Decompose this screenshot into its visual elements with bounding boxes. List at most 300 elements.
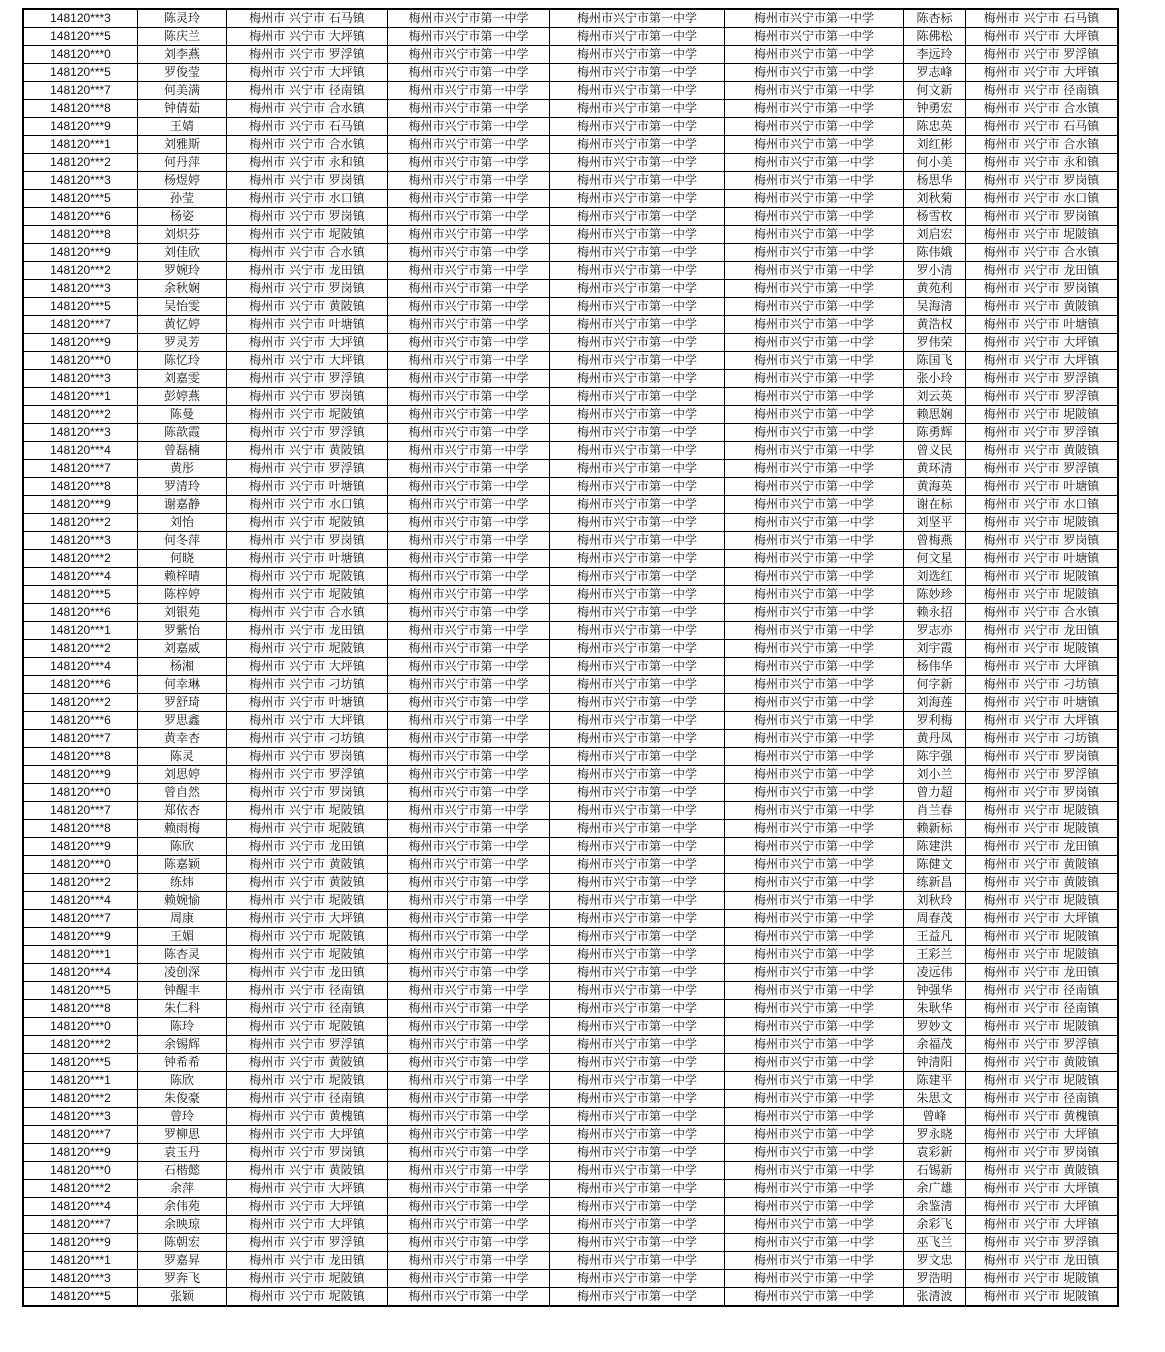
guardian-hometown-cell: 梅州市 兴宁市 大坪镇 [966,334,1119,352]
table-row [23,550,1118,568]
applied-school-cell: 梅州市兴宁市第一中学 [550,910,725,928]
guardian-name-cell: 朱耿华 [904,1000,966,1018]
table-row [23,802,1118,820]
junior-school-cell: 梅州市兴宁市第一中学 [388,946,550,964]
exam-id-cell: 148120***7 [23,316,138,334]
guardian-name-cell: 刘选红 [904,568,966,586]
hometown-cell: 梅州市 兴宁市 罗浮镇 [227,766,388,784]
guardian-hometown-cell: 梅州市 兴宁市 叶塘镇 [966,478,1119,496]
hometown-cell: 梅州市 兴宁市 罗岗镇 [227,172,388,190]
table-row [23,478,1118,496]
exam-id-cell: 148120***2 [23,1036,138,1054]
applied-school-cell: 梅州市兴宁市第一中学 [550,496,725,514]
table-row [23,244,1118,262]
applied-school-cell: 梅州市兴宁市第一中学 [550,1216,725,1234]
student-name-cell: 袁玉丹 [138,1144,227,1162]
table-row [23,370,1118,388]
applied-school-cell: 梅州市兴宁市第一中学 [550,388,725,406]
exam-id-cell: 148120***7 [23,1126,138,1144]
guardian-hometown-cell: 梅州市 兴宁市 黄陂镇 [966,298,1119,316]
junior-school-cell: 梅州市兴宁市第一中学 [388,532,550,550]
exam-id-cell: 148120***8 [23,1000,138,1018]
exam-id-cell: 148120***2 [23,262,138,280]
student-name-cell: 吴怡雯 [138,298,227,316]
exam-id-cell: 148120***3 [23,1108,138,1126]
junior-school-cell: 梅州市兴宁市第一中学 [388,352,550,370]
table-row [23,280,1118,298]
student-name-cell: 王婧 [138,118,227,136]
hometown-cell: 梅州市 兴宁市 叶塘镇 [227,316,388,334]
guardian-school-cell: 梅州市兴宁市第一中学 [725,154,904,172]
table-row [23,1108,1118,1126]
applied-school-cell: 梅州市兴宁市第一中学 [550,154,725,172]
table-row [23,730,1118,748]
guardian-school-cell: 梅州市兴宁市第一中学 [725,694,904,712]
junior-school-cell: 梅州市兴宁市第一中学 [388,820,550,838]
hometown-cell: 梅州市 兴宁市 坭陂镇 [227,928,388,946]
junior-school-cell: 梅州市兴宁市第一中学 [388,640,550,658]
exam-id-cell: 148120***3 [23,172,138,190]
student-name-cell: 王媚 [138,928,227,946]
exam-id-cell: 148120***9 [23,244,138,262]
applied-school-cell: 梅州市兴宁市第一中学 [550,694,725,712]
exam-id-cell: 148120***1 [23,622,138,640]
junior-school-cell: 梅州市兴宁市第一中学 [388,1234,550,1252]
exam-id-cell: 148120***5 [23,982,138,1000]
guardian-name-cell: 凌远伟 [904,964,966,982]
guardian-school-cell: 梅州市兴宁市第一中学 [725,604,904,622]
guardian-name-cell: 曾峰 [904,1108,966,1126]
applied-school-cell: 梅州市兴宁市第一中学 [550,1072,725,1090]
applied-school-cell: 梅州市兴宁市第一中学 [550,1108,725,1126]
junior-school-cell: 梅州市兴宁市第一中学 [388,262,550,280]
student-name-cell: 赖梓晴 [138,568,227,586]
exam-id-cell: 148120***7 [23,730,138,748]
exam-id-cell: 148120***9 [23,766,138,784]
guardian-name-cell: 刘宇霞 [904,640,966,658]
hometown-cell: 梅州市 兴宁市 大坪镇 [227,64,388,82]
guardian-hometown-cell: 梅州市 兴宁市 径南镇 [966,1090,1119,1108]
student-name-cell: 凌创深 [138,964,227,982]
guardian-hometown-cell: 梅州市 兴宁市 合水镇 [966,604,1119,622]
junior-school-cell: 梅州市兴宁市第一中学 [388,622,550,640]
table-row [23,352,1118,370]
applied-school-cell: 梅州市兴宁市第一中学 [550,100,725,118]
table-row [23,604,1118,622]
student-name-cell: 钟醒丰 [138,982,227,1000]
table-row [23,910,1118,928]
guardian-hometown-cell: 梅州市 兴宁市 永和镇 [966,154,1119,172]
exam-id-cell: 148120***4 [23,964,138,982]
hometown-cell: 梅州市 兴宁市 合水镇 [227,100,388,118]
guardian-school-cell: 梅州市兴宁市第一中学 [725,172,904,190]
student-name-cell: 钟倩茹 [138,100,227,118]
table-row [23,1234,1118,1252]
guardian-school-cell: 梅州市兴宁市第一中学 [725,1108,904,1126]
applied-school-cell: 梅州市兴宁市第一中学 [550,550,725,568]
guardian-school-cell: 梅州市兴宁市第一中学 [725,334,904,352]
applied-school-cell: 梅州市兴宁市第一中学 [550,964,725,982]
guardian-hometown-cell: 梅州市 兴宁市 坭陂镇 [966,406,1119,424]
guardian-hometown-cell: 梅州市 兴宁市 叶塘镇 [966,550,1119,568]
guardian-hometown-cell: 梅州市 兴宁市 叶塘镇 [966,316,1119,334]
guardian-name-cell: 刘海莲 [904,694,966,712]
exam-id-cell: 148120***8 [23,820,138,838]
hometown-cell: 梅州市 兴宁市 坭陂镇 [227,1270,388,1288]
guardian-name-cell: 赖思娴 [904,406,966,424]
junior-school-cell: 梅州市兴宁市第一中学 [388,424,550,442]
table-row [23,676,1118,694]
table-row [23,1072,1118,1090]
hometown-cell: 梅州市 兴宁市 龙田镇 [227,838,388,856]
student-name-cell: 罗灵芳 [138,334,227,352]
guardian-school-cell: 梅州市兴宁市第一中学 [725,1000,904,1018]
exam-id-cell: 148120***9 [23,1144,138,1162]
applied-school-cell: 梅州市兴宁市第一中学 [550,784,725,802]
hometown-cell: 梅州市 兴宁市 大坪镇 [227,1180,388,1198]
guardian-hometown-cell: 梅州市 兴宁市 刁坊镇 [966,676,1119,694]
student-name-cell: 刘思婷 [138,766,227,784]
guardian-name-cell: 李远玲 [904,46,966,64]
guardian-name-cell: 钟清阳 [904,1054,966,1072]
guardian-name-cell: 石锡新 [904,1162,966,1180]
guardian-hometown-cell: 梅州市 兴宁市 大坪镇 [966,28,1119,46]
table-row [23,262,1118,280]
student-name-cell: 罗柳思 [138,1126,227,1144]
guardian-school-cell: 梅州市兴宁市第一中学 [725,1072,904,1090]
guardian-school-cell: 梅州市兴宁市第一中学 [725,712,904,730]
guardian-name-cell: 何文新 [904,82,966,100]
guardian-hometown-cell: 梅州市 兴宁市 罗岗镇 [966,1144,1119,1162]
student-name-cell: 陈庆兰 [138,28,227,46]
student-table-sheet [22,8,1119,1307]
exam-id-cell: 148120***6 [23,712,138,730]
guardian-hometown-cell: 梅州市 兴宁市 罗岗镇 [966,172,1119,190]
exam-id-cell: 148120***1 [23,1252,138,1270]
exam-id-cell: 148120***3 [23,424,138,442]
guardian-hometown-cell: 梅州市 兴宁市 罗岗镇 [966,532,1119,550]
guardian-hometown-cell: 梅州市 兴宁市 坭陂镇 [966,892,1119,910]
guardian-name-cell: 黄环清 [904,460,966,478]
applied-school-cell: 梅州市兴宁市第一中学 [550,118,725,136]
applied-school-cell: 梅州市兴宁市第一中学 [550,532,725,550]
guardian-hometown-cell: 梅州市 兴宁市 坭陂镇 [966,928,1119,946]
guardian-school-cell: 梅州市兴宁市第一中学 [725,424,904,442]
hometown-cell: 梅州市 兴宁市 刁坊镇 [227,730,388,748]
guardian-school-cell: 梅州市兴宁市第一中学 [725,442,904,460]
exam-id-cell: 148120***9 [23,928,138,946]
table-row [23,496,1118,514]
table-row [23,208,1118,226]
exam-id-cell: 148120***0 [23,784,138,802]
guardian-school-cell: 梅州市兴宁市第一中学 [725,910,904,928]
hometown-cell: 梅州市 兴宁市 径南镇 [227,1000,388,1018]
applied-school-cell: 梅州市兴宁市第一中学 [550,514,725,532]
guardian-name-cell: 周春茂 [904,910,966,928]
table-row [23,946,1118,964]
student-name-cell: 杨煜婷 [138,172,227,190]
guardian-name-cell: 罗文忠 [904,1252,966,1270]
exam-id-cell: 148120***5 [23,1288,138,1307]
junior-school-cell: 梅州市兴宁市第一中学 [388,568,550,586]
guardian-school-cell: 梅州市兴宁市第一中学 [725,982,904,1000]
guardian-name-cell: 吴海清 [904,298,966,316]
guardian-school-cell: 梅州市兴宁市第一中学 [725,928,904,946]
guardian-name-cell: 朱思文 [904,1090,966,1108]
guardian-name-cell: 王益凡 [904,928,966,946]
table-row [23,1018,1118,1036]
guardian-hometown-cell: 梅州市 兴宁市 径南镇 [966,982,1119,1000]
student-name-cell: 何美满 [138,82,227,100]
junior-school-cell: 梅州市兴宁市第一中学 [388,1198,550,1216]
exam-id-cell: 148120***2 [23,1180,138,1198]
guardian-hometown-cell: 梅州市 兴宁市 大坪镇 [966,1126,1119,1144]
applied-school-cell: 梅州市兴宁市第一中学 [550,1288,725,1307]
hometown-cell: 梅州市 兴宁市 黄陂镇 [227,856,388,874]
hometown-cell: 梅州市 兴宁市 坭陂镇 [227,640,388,658]
guardian-name-cell: 陈妙珍 [904,586,966,604]
junior-school-cell: 梅州市兴宁市第一中学 [388,172,550,190]
guardian-name-cell: 陈健文 [904,856,966,874]
table-row [23,622,1118,640]
hometown-cell: 梅州市 兴宁市 罗岗镇 [227,784,388,802]
hometown-cell: 梅州市 兴宁市 黄陂镇 [227,874,388,892]
junior-school-cell: 梅州市兴宁市第一中学 [388,604,550,622]
guardian-name-cell: 陈忠英 [904,118,966,136]
exam-id-cell: 148120***0 [23,46,138,64]
guardian-name-cell: 余广雄 [904,1180,966,1198]
hometown-cell: 梅州市 兴宁市 合水镇 [227,136,388,154]
guardian-name-cell: 陈杏标 [904,9,966,28]
junior-school-cell: 梅州市兴宁市第一中学 [388,1270,550,1288]
guardian-hometown-cell: 梅州市 兴宁市 坭陂镇 [966,802,1119,820]
junior-school-cell: 梅州市兴宁市第一中学 [388,802,550,820]
exam-id-cell: 148120***5 [23,64,138,82]
guardian-name-cell: 黄海英 [904,478,966,496]
student-name-cell: 余锡辉 [138,1036,227,1054]
guardian-name-cell: 杨思华 [904,172,966,190]
applied-school-cell: 梅州市兴宁市第一中学 [550,262,725,280]
student-name-cell: 石楷懿 [138,1162,227,1180]
guardian-hometown-cell: 梅州市 兴宁市 大坪镇 [966,712,1119,730]
exam-id-cell: 148120***7 [23,910,138,928]
guardian-name-cell: 王彩兰 [904,946,966,964]
applied-school-cell: 梅州市兴宁市第一中学 [550,730,725,748]
hometown-cell: 梅州市 兴宁市 罗岗镇 [227,532,388,550]
guardian-school-cell: 梅州市兴宁市第一中学 [725,244,904,262]
exam-id-cell: 148120***8 [23,100,138,118]
hometown-cell: 梅州市 兴宁市 坭陂镇 [227,514,388,532]
guardian-name-cell: 陈佛松 [904,28,966,46]
junior-school-cell: 梅州市兴宁市第一中学 [388,136,550,154]
hometown-cell: 梅州市 兴宁市 黄陂镇 [227,442,388,460]
guardian-name-cell: 陈建洪 [904,838,966,856]
student-name-cell: 罗清玲 [138,478,227,496]
guardian-school-cell: 梅州市兴宁市第一中学 [725,1054,904,1072]
student-name-cell: 郑依杏 [138,802,227,820]
guardian-name-cell: 何小美 [904,154,966,172]
junior-school-cell: 梅州市兴宁市第一中学 [388,226,550,244]
student-name-cell: 赖婉愉 [138,892,227,910]
table-row [23,1252,1118,1270]
hometown-cell: 梅州市 兴宁市 大坪镇 [227,28,388,46]
applied-school-cell: 梅州市兴宁市第一中学 [550,676,725,694]
hometown-cell: 梅州市 兴宁市 罗岗镇 [227,280,388,298]
guardian-hometown-cell: 梅州市 兴宁市 黄陂镇 [966,874,1119,892]
hometown-cell: 梅州市 兴宁市 坭陂镇 [227,1072,388,1090]
student-name-cell: 陈梓婷 [138,586,227,604]
guardian-hometown-cell: 梅州市 兴宁市 坭陂镇 [966,1288,1119,1307]
exam-id-cell: 148120***2 [23,514,138,532]
table-row [23,1144,1118,1162]
applied-school-cell: 梅州市兴宁市第一中学 [550,586,725,604]
table-row [23,424,1118,442]
junior-school-cell: 梅州市兴宁市第一中学 [388,316,550,334]
junior-school-cell: 梅州市兴宁市第一中学 [388,694,550,712]
student-name-cell: 黄幸杏 [138,730,227,748]
table-row [23,1126,1118,1144]
table-row [23,532,1118,550]
junior-school-cell: 梅州市兴宁市第一中学 [388,1180,550,1198]
table-row [23,1198,1118,1216]
guardian-hometown-cell: 梅州市 兴宁市 黄陂镇 [966,442,1119,460]
guardian-school-cell: 梅州市兴宁市第一中学 [725,262,904,280]
guardian-school-cell: 梅州市兴宁市第一中学 [725,280,904,298]
applied-school-cell: 梅州市兴宁市第一中学 [550,928,725,946]
hometown-cell: 梅州市 兴宁市 石马镇 [227,9,388,28]
guardian-school-cell: 梅州市兴宁市第一中学 [725,730,904,748]
guardian-hometown-cell: 梅州市 兴宁市 罗浮镇 [966,424,1119,442]
guardian-hometown-cell: 梅州市 兴宁市 黄槐镇 [966,1108,1119,1126]
guardian-school-cell: 梅州市兴宁市第一中学 [725,532,904,550]
student-name-cell: 谢嘉静 [138,496,227,514]
applied-school-cell: 梅州市兴宁市第一中学 [550,712,725,730]
guardian-name-cell: 罗永晓 [904,1126,966,1144]
table-body [23,9,1118,1306]
guardian-hometown-cell: 梅州市 兴宁市 合水镇 [966,100,1119,118]
exam-id-cell: 148120***0 [23,856,138,874]
junior-school-cell: 梅州市兴宁市第一中学 [388,928,550,946]
table-row [23,1216,1118,1234]
guardian-school-cell: 梅州市兴宁市第一中学 [725,874,904,892]
exam-id-cell: 148120***7 [23,460,138,478]
guardian-hometown-cell: 梅州市 兴宁市 黄陂镇 [966,1054,1119,1072]
guardian-school-cell: 梅州市兴宁市第一中学 [725,82,904,100]
applied-school-cell: 梅州市兴宁市第一中学 [550,1252,725,1270]
guardian-school-cell: 梅州市兴宁市第一中学 [725,568,904,586]
guardian-school-cell: 梅州市兴宁市第一中学 [725,28,904,46]
guardian-hometown-cell: 梅州市 兴宁市 坭陂镇 [966,1270,1119,1288]
guardian-hometown-cell: 梅州市 兴宁市 龙田镇 [966,262,1119,280]
junior-school-cell: 梅州市兴宁市第一中学 [388,1126,550,1144]
guardian-school-cell: 梅州市兴宁市第一中学 [725,838,904,856]
junior-school-cell: 梅州市兴宁市第一中学 [388,1072,550,1090]
table-row [23,316,1118,334]
hometown-cell: 梅州市 兴宁市 罗浮镇 [227,1036,388,1054]
guardian-name-cell: 刘云英 [904,388,966,406]
guardian-hometown-cell: 梅州市 兴宁市 罗岗镇 [966,748,1119,766]
guardian-school-cell: 梅州市兴宁市第一中学 [725,64,904,82]
guardian-hometown-cell: 梅州市 兴宁市 坭陂镇 [966,226,1119,244]
applied-school-cell: 梅州市兴宁市第一中学 [550,946,725,964]
table-row [23,1162,1118,1180]
hometown-cell: 梅州市 兴宁市 大坪镇 [227,712,388,730]
exam-id-cell: 148120***3 [23,532,138,550]
guardian-name-cell: 刘小兰 [904,766,966,784]
hometown-cell: 梅州市 兴宁市 坭陂镇 [227,1018,388,1036]
junior-school-cell: 梅州市兴宁市第一中学 [388,1252,550,1270]
student-name-cell: 刘嘉雯 [138,370,227,388]
guardian-school-cell: 梅州市兴宁市第一中学 [725,316,904,334]
junior-school-cell: 梅州市兴宁市第一中学 [388,100,550,118]
junior-school-cell: 梅州市兴宁市第一中学 [388,154,550,172]
table-row [23,460,1118,478]
exam-id-cell: 148120***2 [23,550,138,568]
exam-id-cell: 148120***0 [23,1162,138,1180]
junior-school-cell: 梅州市兴宁市第一中学 [388,208,550,226]
hometown-cell: 梅州市 兴宁市 大坪镇 [227,910,388,928]
applied-school-cell: 梅州市兴宁市第一中学 [550,64,725,82]
applied-school-cell: 梅州市兴宁市第一中学 [550,316,725,334]
guardian-name-cell: 刘红彬 [904,136,966,154]
junior-school-cell: 梅州市兴宁市第一中学 [388,856,550,874]
guardian-school-cell: 梅州市兴宁市第一中学 [725,118,904,136]
student-name-cell: 余伟苑 [138,1198,227,1216]
junior-school-cell: 梅州市兴宁市第一中学 [388,370,550,388]
applied-school-cell: 梅州市兴宁市第一中学 [550,460,725,478]
junior-school-cell: 梅州市兴宁市第一中学 [388,730,550,748]
exam-id-cell: 148120***3 [23,9,138,28]
guardian-name-cell: 余彩飞 [904,1216,966,1234]
exam-id-cell: 148120***5 [23,190,138,208]
exam-id-cell: 148120***6 [23,676,138,694]
exam-id-cell: 148120***2 [23,694,138,712]
guardian-name-cell: 张清波 [904,1288,966,1307]
student-name-cell: 罗婉玲 [138,262,227,280]
junior-school-cell: 梅州市兴宁市第一中学 [388,1036,550,1054]
table-row [23,9,1118,28]
guardian-school-cell: 梅州市兴宁市第一中学 [725,460,904,478]
guardian-name-cell: 陈国飞 [904,352,966,370]
student-name-cell: 刘银苑 [138,604,227,622]
table-row [23,1288,1118,1307]
guardian-hometown-cell: 梅州市 兴宁市 罗浮镇 [966,460,1119,478]
applied-school-cell: 梅州市兴宁市第一中学 [550,1234,725,1252]
hometown-cell: 梅州市 兴宁市 罗岗镇 [227,388,388,406]
guardian-school-cell: 梅州市兴宁市第一中学 [725,802,904,820]
exam-id-cell: 148120***9 [23,334,138,352]
hometown-cell: 梅州市 兴宁市 罗岗镇 [227,208,388,226]
applied-school-cell: 梅州市兴宁市第一中学 [550,622,725,640]
table-row [23,514,1118,532]
junior-school-cell: 梅州市兴宁市第一中学 [388,460,550,478]
guardian-hometown-cell: 梅州市 兴宁市 坭陂镇 [966,1072,1119,1090]
guardian-hometown-cell: 梅州市 兴宁市 罗浮镇 [966,1234,1119,1252]
guardian-school-cell: 梅州市兴宁市第一中学 [725,352,904,370]
guardian-hometown-cell: 梅州市 兴宁市 龙田镇 [966,1252,1119,1270]
hometown-cell: 梅州市 兴宁市 永和镇 [227,154,388,172]
exam-id-cell: 148120***5 [23,1054,138,1072]
guardian-school-cell: 梅州市兴宁市第一中学 [725,856,904,874]
junior-school-cell: 梅州市兴宁市第一中学 [388,874,550,892]
applied-school-cell: 梅州市兴宁市第一中学 [550,892,725,910]
applied-school-cell: 梅州市兴宁市第一中学 [550,208,725,226]
applied-school-cell: 梅州市兴宁市第一中学 [550,766,725,784]
table-row [23,1270,1118,1288]
applied-school-cell: 梅州市兴宁市第一中学 [550,46,725,64]
guardian-name-cell: 罗小清 [904,262,966,280]
applied-school-cell: 梅州市兴宁市第一中学 [550,226,725,244]
